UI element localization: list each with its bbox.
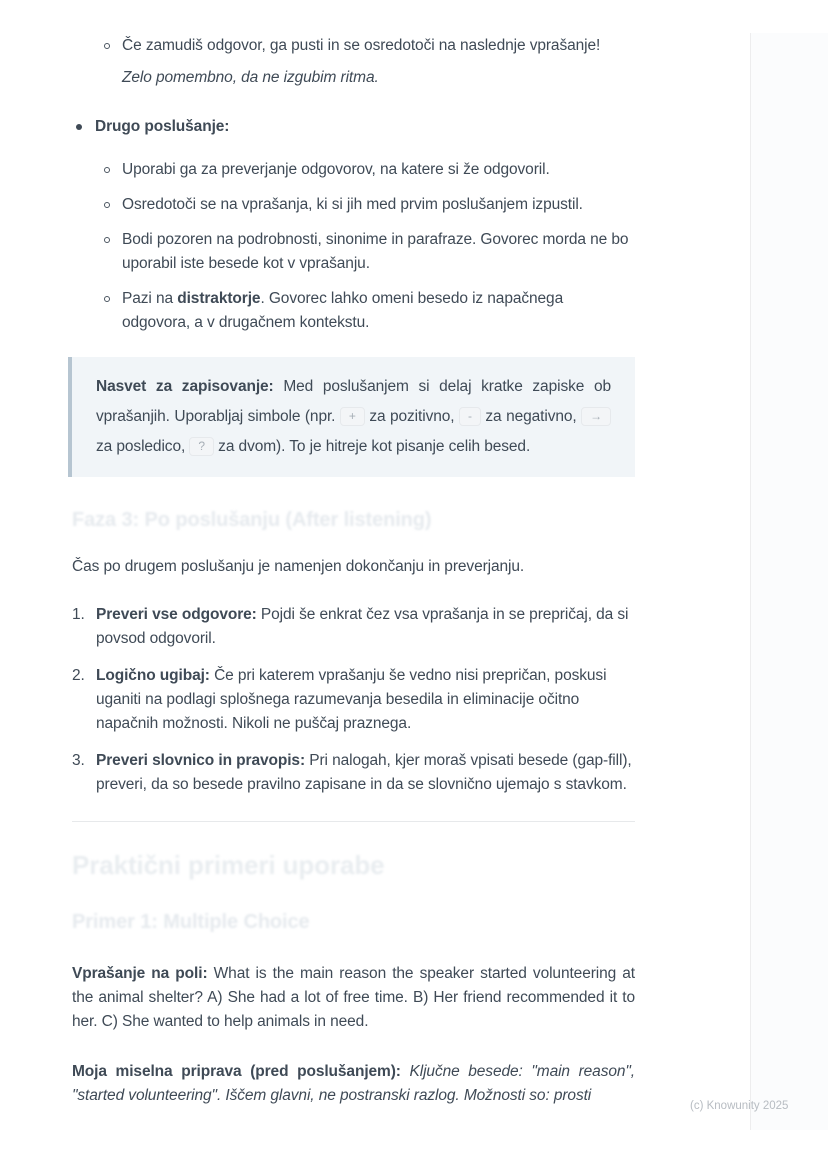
sublist-item-text-pre: Pazi na <box>122 290 178 307</box>
prep-text: Ključne besede: "main reason", "started volunteering". Iščem glavni, ne postranski razlog. Možnosti so: prosti <box>72 1063 635 1104</box>
prep-label: Moja miselna priprava (pred poslušanjem): <box>72 1063 401 1080</box>
note-taking-tip-callout <box>68 357 635 477</box>
callout-text-3: za negativno, <box>480 408 582 425</box>
disc-bullet-icon <box>76 124 82 130</box>
circle-bullet-icon <box>104 296 110 302</box>
circle-bullet-icon <box>104 202 110 208</box>
bullet-item-missed-answer <box>72 34 635 90</box>
circle-bullet-icon <box>104 167 110 173</box>
step-number: 2. <box>72 667 85 684</box>
page-right-edge <box>750 33 828 1130</box>
step-label: Preveri vse odgovore: <box>96 606 257 623</box>
step-item <box>72 603 635 651</box>
step-text: Pojdi še enkrat čez vsa vprašanja in se prepričaj, da si povsod odgovoril. <box>96 606 629 647</box>
step-item <box>72 749 635 797</box>
sublist-item-text: Osredotoči se na vprašanja, ki si jih med prvim poslušanjem izpustil. <box>122 196 583 213</box>
question-label: Vprašanje na poli: <box>72 965 208 982</box>
arrow-symbol-chip: → <box>581 407 611 426</box>
sublist-item-text-post: . Govorec lahko omeni besedo iz napačnega odgovora, a v drugačnem kontekstu. <box>122 290 564 331</box>
practical-section-heading: Praktični primeri uporabe <box>72 850 385 880</box>
step-label: Logično ugibaj: <box>96 667 210 684</box>
phase3-intro: Čas po drugem poslušanju je namenjen dokončanju in preverjanju. <box>72 558 525 575</box>
circle-bullet-icon <box>104 43 110 49</box>
callout-text-2: za pozitivno, <box>364 408 459 425</box>
mental-prep-paragraph <box>72 1060 635 1108</box>
question-text: What is the main reason the speaker started volunteering at the animal shelter? A) She had a lot of free time. B) Her friend recommended it to her. C) She wanted to help animals in need. <box>72 965 636 1030</box>
sublist-item <box>72 158 635 182</box>
minus-symbol-chip: - <box>459 407 481 426</box>
distractors-term: distraktorje <box>177 290 261 307</box>
step-item <box>72 664 635 736</box>
sublist-item-text: Uporabi ga za preverjanje odgovorov, na katere si že odgovoril. <box>122 161 550 178</box>
sublist-item <box>72 287 635 335</box>
step-number: 3. <box>72 752 85 769</box>
missed-answer-text: Če zamudiš odgovor, ga pusti in se osredotoči na naslednje vprašanje! <box>122 37 601 54</box>
plus-symbol-chip: + <box>340 407 365 426</box>
step-text: Če pri katerem vprašanju še vedno nisi prepričan, poskusi uganiti na podlagi splošnega razumevanja besedila in eliminacije očitno napačnih možnosti. Nikoli ne puščaj praznega. <box>96 667 607 732</box>
phase3-heading: Faza 3: Po poslušanju (After listening) <box>72 509 432 531</box>
step-text: Pri nalogah, kjer moraš vpisati besede (gap-fill), preveri, da so besede pravilno zapisane in da se slovnično ujemajo s stavkom. <box>96 752 632 793</box>
bullet-item-second-listening <box>72 115 635 139</box>
callout-label: Nasvet za zapisovanje: <box>96 378 274 395</box>
example1-heading: Primer 1: Multiple Choice <box>72 911 310 933</box>
phase3-steps-list <box>72 603 635 797</box>
callout-text-1: Med poslušanjem si delaj kratke zapiske ob vprašanjih. Uporabljaj simbole (npr. <box>96 378 611 425</box>
sublist-item-text: Bodi pozoren na podrobnosti, sinonime in parafraze. Govorec morda ne bo uporabil iste besede kot v vprašanju. <box>122 231 629 272</box>
callout-text-5: za dvom). To je hitreje kot pisanje celih besed. <box>213 438 531 455</box>
circle-bullet-icon <box>104 237 110 243</box>
second-listening-title: Drugo poslušanje: <box>95 118 230 135</box>
copyright-watermark: (c) Knowunity 2025 <box>690 1100 789 1112</box>
callout-text-4: za posledico, <box>96 438 190 455</box>
section-divider <box>72 821 635 822</box>
example-question-paragraph <box>72 962 635 1034</box>
sublist-item <box>72 193 635 217</box>
second-listening-sublist <box>72 158 635 335</box>
sublist-item <box>72 228 635 276</box>
content-column <box>72 34 635 1108</box>
step-label: Preveri slovnico in pravopis: <box>96 752 306 769</box>
question-symbol-chip: ? <box>189 437 214 456</box>
missed-answer-note: Zelo pomembno, da ne izgubim ritma. <box>122 69 379 86</box>
step-number: 1. <box>72 606 85 623</box>
